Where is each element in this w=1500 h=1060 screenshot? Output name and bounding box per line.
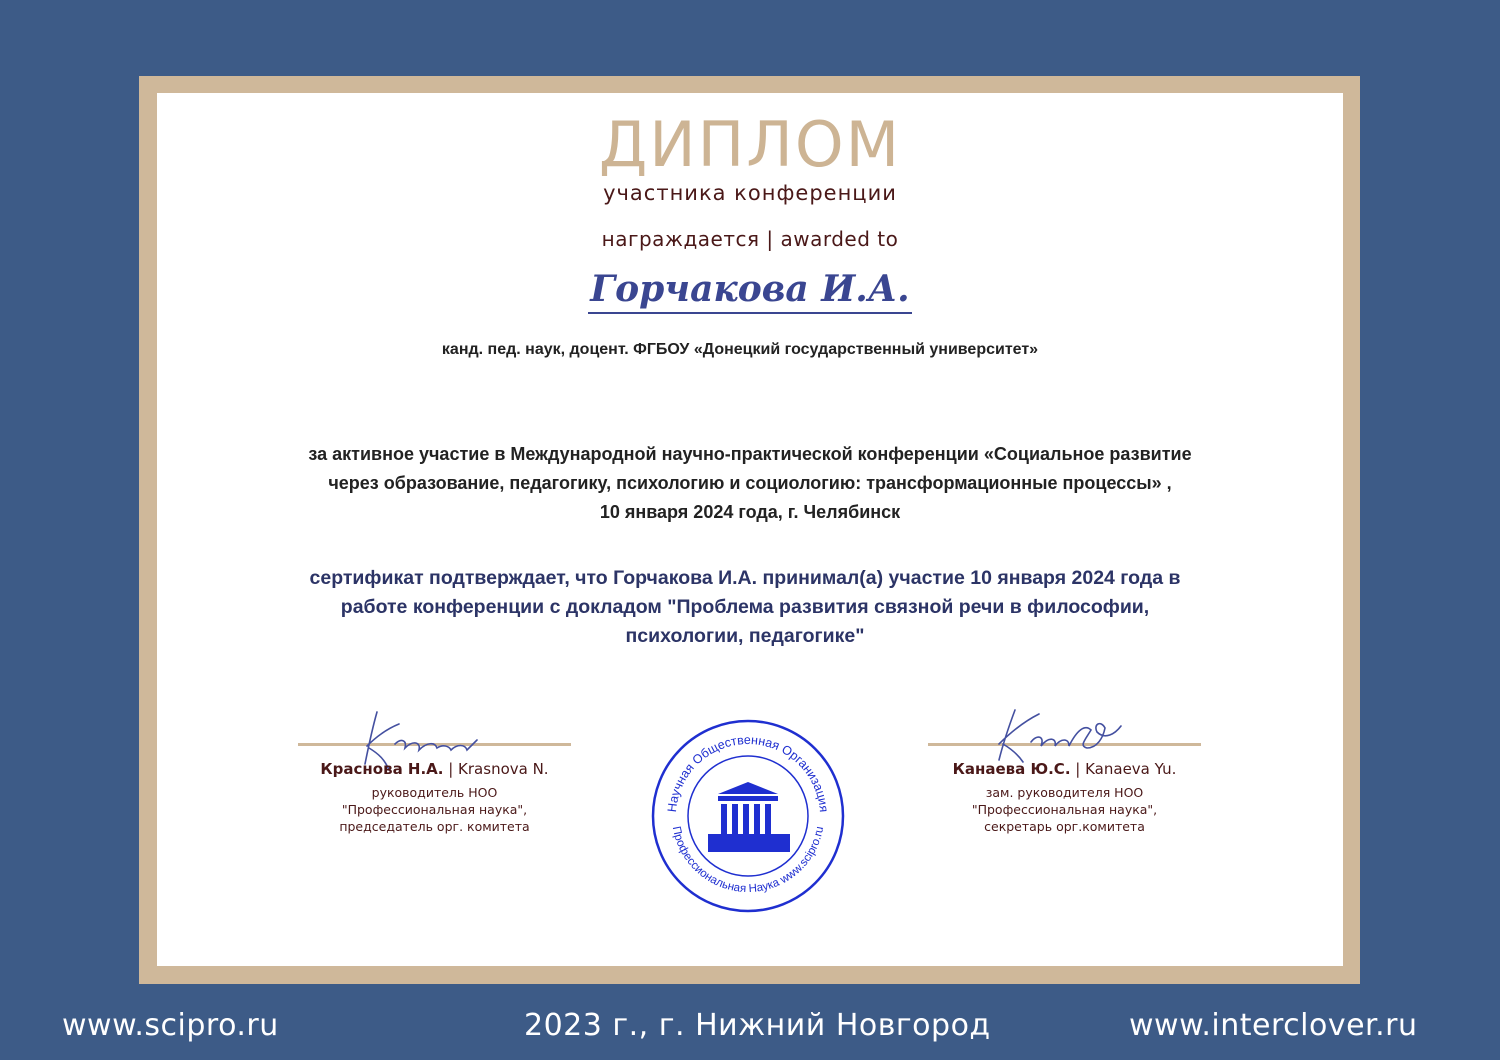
right-signer-role-line: зам. руководителя НОО [985,785,1144,800]
right-signer-role [928,784,1201,835]
confirmation-line: психологии, педагогике" [625,625,865,647]
recipient-name-wrap [0,270,1500,314]
building-icon [708,782,790,852]
footer-right-url[interactable]: www.interclover.ru [1129,1008,1418,1043]
confirmation-line: сертификат подтверждает, что Горчакова И.А. принимал(а) участие 10 января 2024 года в [309,567,1181,589]
right-signer-role-line: "Профессиональная наука", [971,802,1158,817]
right-signer-name-en: | Kanaeva Yu. [1070,760,1177,778]
left-signer-role-line: председатель орг. комитета [339,819,530,834]
certificate-title: ДИПЛОМ [598,108,902,181]
right-signer-name-ru: Канаева Ю.С. [952,760,1071,778]
award-reason-line: 10 января 2024 года, г. Челябинск [599,502,901,522]
footer-left-url[interactable]: www.scipro.ru [62,1008,279,1043]
left-signer-role-line: руководитель НОО [371,785,498,800]
confirmation-line: работе конференции с докладом "Проблема развития связной речи в философии, [340,596,1150,618]
organization-seal [648,716,848,916]
award-reason-line: через образование, педагогику, психологию и социологию: трансформационные процессы» , [328,473,1172,493]
award-reason [190,440,1310,527]
left-signer-role [298,784,571,835]
seal-bottom-text: Профессиональная Наука www.scipro.ru [669,825,827,896]
left-signer-name-en: | Krasnova N. [443,760,549,778]
left-signer-name [298,760,571,778]
awarded-to-label: награждается | awarded to [601,227,899,251]
confirmation-text [200,564,1290,651]
right-signer-role-line: секретарь орг.комитета [984,819,1145,834]
left-signer-name-ru: Краснова Н.А. [320,760,444,778]
award-reason-line: за активное участие в Международной научно-практической конференции «Социальное развитие [308,444,1192,464]
right-signer-name [928,760,1201,778]
recipient-position: канд. пед. наук, доцент. ФГБОУ «Донецкий государственный университет» [441,341,1039,358]
left-signer-role-line: "Профессиональная наука", [341,802,528,817]
seal-top-text: Научная Общественная Организация [665,732,831,813]
certificate-subtitle: участника конференции [603,181,897,205]
recipient-name: Горчакова И.А. [588,270,911,314]
footer-center-location: 2023 г., г. Нижний Новгород [524,1008,991,1043]
